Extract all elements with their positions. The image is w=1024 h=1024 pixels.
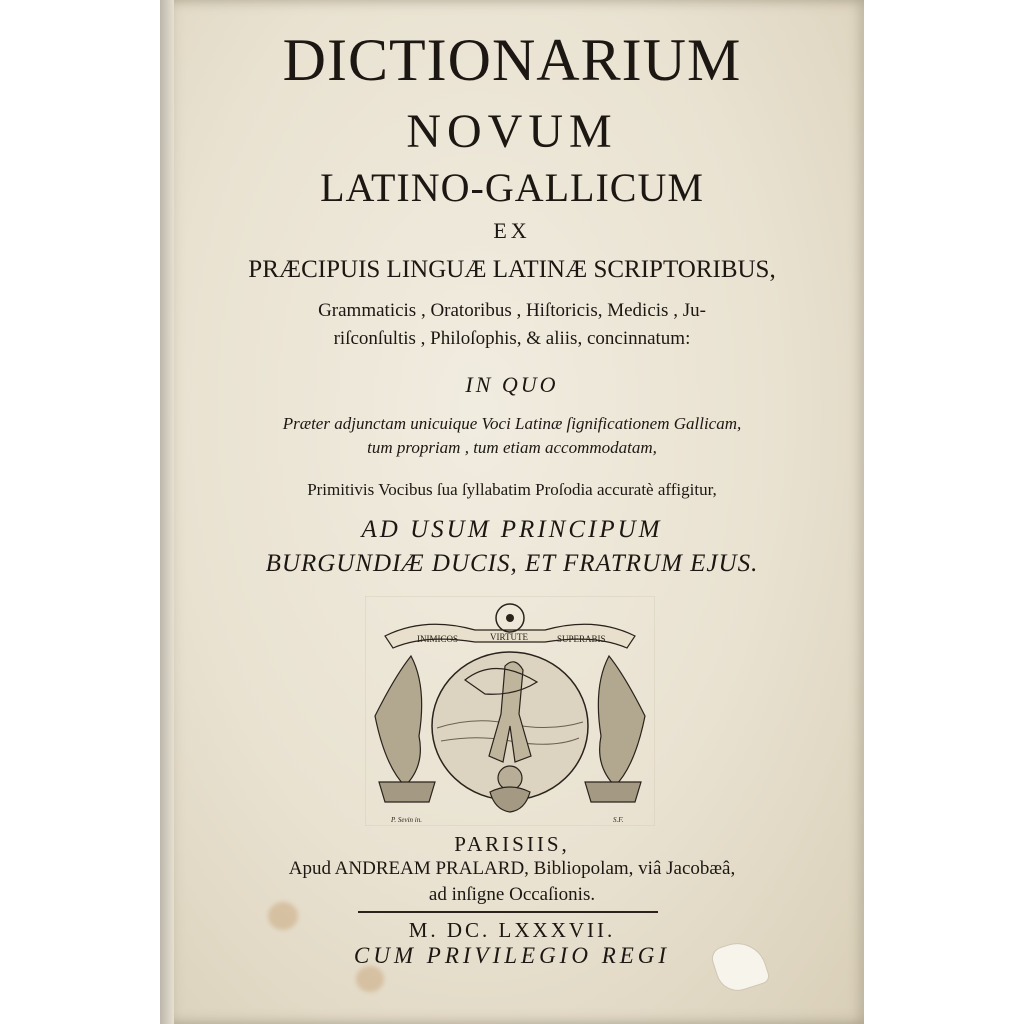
engraver-signature: P. Sevin in. [391, 816, 422, 824]
left-cornucopia [375, 656, 422, 786]
printer-emblem [365, 596, 655, 826]
imprint-rule [358, 911, 658, 913]
left-urn [379, 782, 435, 802]
description-line-1: Præter adjunctam unicuique Voci Latinæ ſignificationem Gallicam, [282, 414, 742, 433]
title-latino-gallicum: LATINO-GALLICUM [320, 165, 704, 210]
subtitle-scriptoribus: PRÆCIPUIS LINGUÆ LATINÆ SCRIPTORIBUS, [248, 256, 776, 283]
right-cornucopia [598, 656, 645, 786]
description-line-2: tum propriam , tum etiam accommodatam, [367, 438, 657, 457]
engraver-initials: S.F. [613, 816, 624, 824]
dedication-line-2: BURGUNDIÆ DUCIS, ET FRATRUM EJUS. [265, 550, 759, 577]
motto-center: VIRTUTE [490, 632, 528, 642]
title-page [160, 0, 864, 1024]
imprint-city: PARISIIS, [454, 832, 570, 856]
right-urn [585, 782, 641, 802]
title-ex: EX [493, 218, 531, 243]
foxing-stain [356, 966, 384, 992]
description-line-3: Primitivis Vocibus ſua ſyllabatim Proſodia accuratè affigitur, [307, 480, 717, 499]
motto-right: SUPERABIS [557, 634, 606, 644]
imprint-date: M. DC. LXXXVII. [408, 918, 616, 942]
mask-ornament [490, 787, 530, 812]
subtitle-line-grammaticis: Grammaticis , Oratoribus , Hiſtoricis, Medicis , Ju- [318, 300, 706, 321]
main-title: DICTIONARIUM [282, 27, 742, 93]
imprint-sign: ad inſigne Occaſionis. [428, 884, 596, 905]
imprint-publisher: Apud ANDREAM PRALARD, Bibliopolam, viâ Jacobæâ, [288, 858, 736, 879]
motto-left: INIMICOS [417, 634, 459, 644]
title-novum: NOVUM [406, 105, 618, 158]
dedication-line-1: AD USUM PRINCIPUM [361, 516, 663, 543]
imprint-privilege: CUM PRIVILEGIO REGI [353, 943, 671, 968]
subtitle-in-quo: IN QUO [465, 372, 559, 397]
subtitle-line-jurisconsultis: riſconſultis , Philoſophis, & aliis, concinnatum: [333, 328, 691, 349]
